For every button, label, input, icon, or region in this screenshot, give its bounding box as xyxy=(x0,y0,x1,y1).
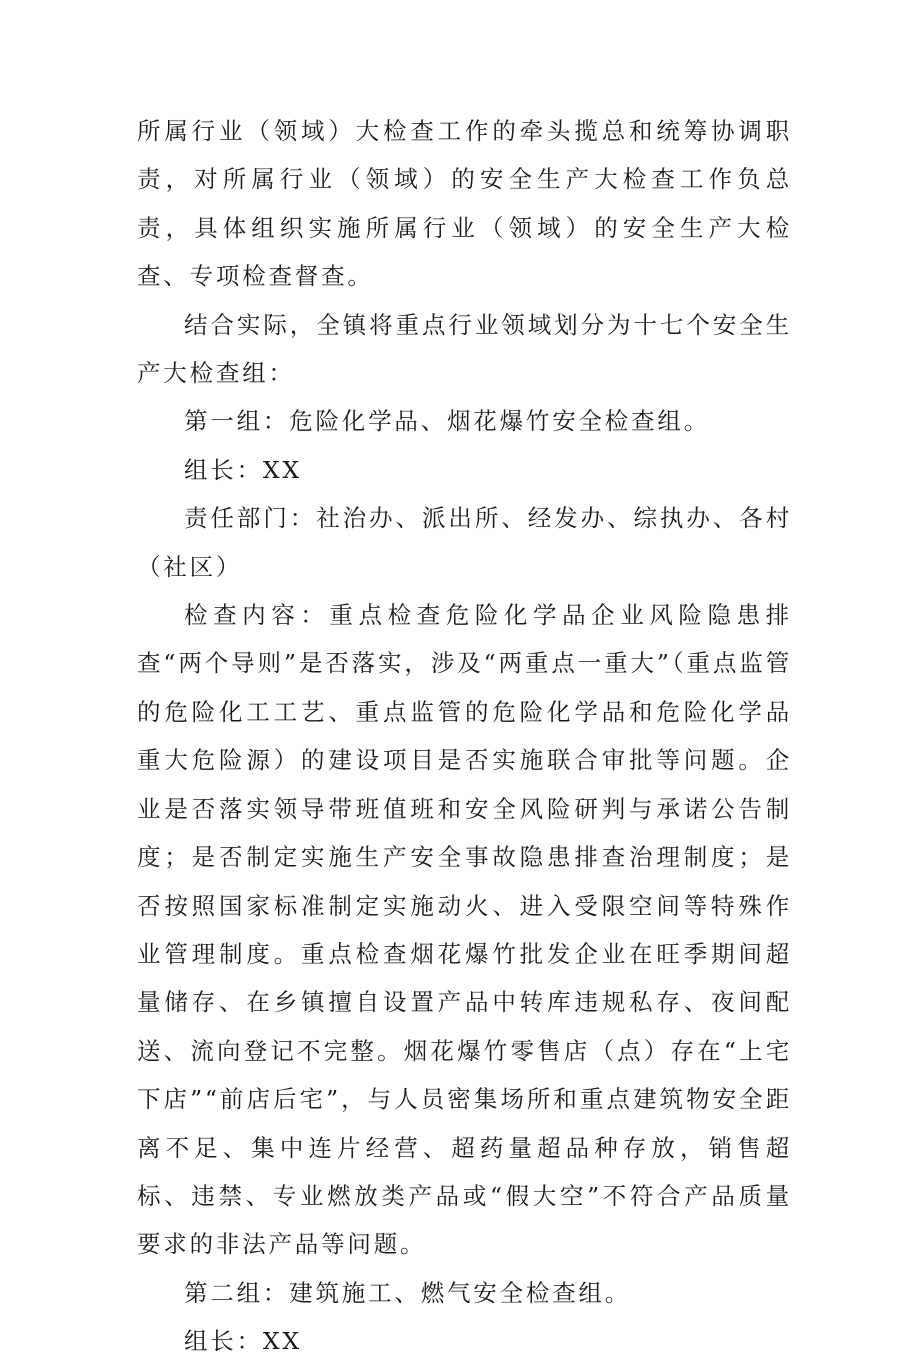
group-2-leader: 组长：XX xyxy=(184,1327,302,1356)
group-1-heading: 第一组：危险化学品、烟花爆竹安全检查组。 xyxy=(184,407,710,436)
paragraph-continuation: 所属行业（领域）大检查工作的牵头揽总和统筹协调职责，对所属行业（领域）的安全生产大检查工作负总责，具体组织实施所属行业（领域）的安全生产大检查、专项检查督查。 xyxy=(137,117,792,291)
group-1-inspection-content: 检查内容：重点检查危险化学品企业风险隐患排查“两个导则”是否落实，涉及“两重点一重大”（重点监管的危险化工工艺、重点监管的危险化学品和危险化学品重大危险源）的建设项目是否实施联合审批等问题。企业是否落实领导带班值班和安全风险研判与承诺公告制度；是否制定实施生产安全事故隐患排查治理制度；是否按照国家标准制定实施动火、进入受限空间等特殊作业管理制度。重点检查烟花爆竹批发企业在旺季期间超量储存、在乡镇擅自设置产品中转库违规私存、夜间配送、流向登记不完整。烟花爆竹零售店（点）存在“上宅下店”“前店后宅”，与人员密集场所和重点建筑物安全距离不足、集中连片经营、超药量超品种存放，销售超标、违禁、专业燃放类产品或“假大空”不符合产品质量要求的非法产品等问题。 xyxy=(137,601,792,1259)
group-1-departments: 责任部门：社治办、派出所、经发办、综执办、各村（社区） xyxy=(137,504,792,581)
group-2-heading: 第二组：建筑施工、燃气安全检查组。 xyxy=(184,1278,632,1307)
paragraph-intro: 结合实际，全镇将重点行业领域划分为十七个安全生产大检查组： xyxy=(137,310,792,388)
document-body xyxy=(137,107,792,1366)
group-1-leader: 组长：XX xyxy=(184,455,302,484)
